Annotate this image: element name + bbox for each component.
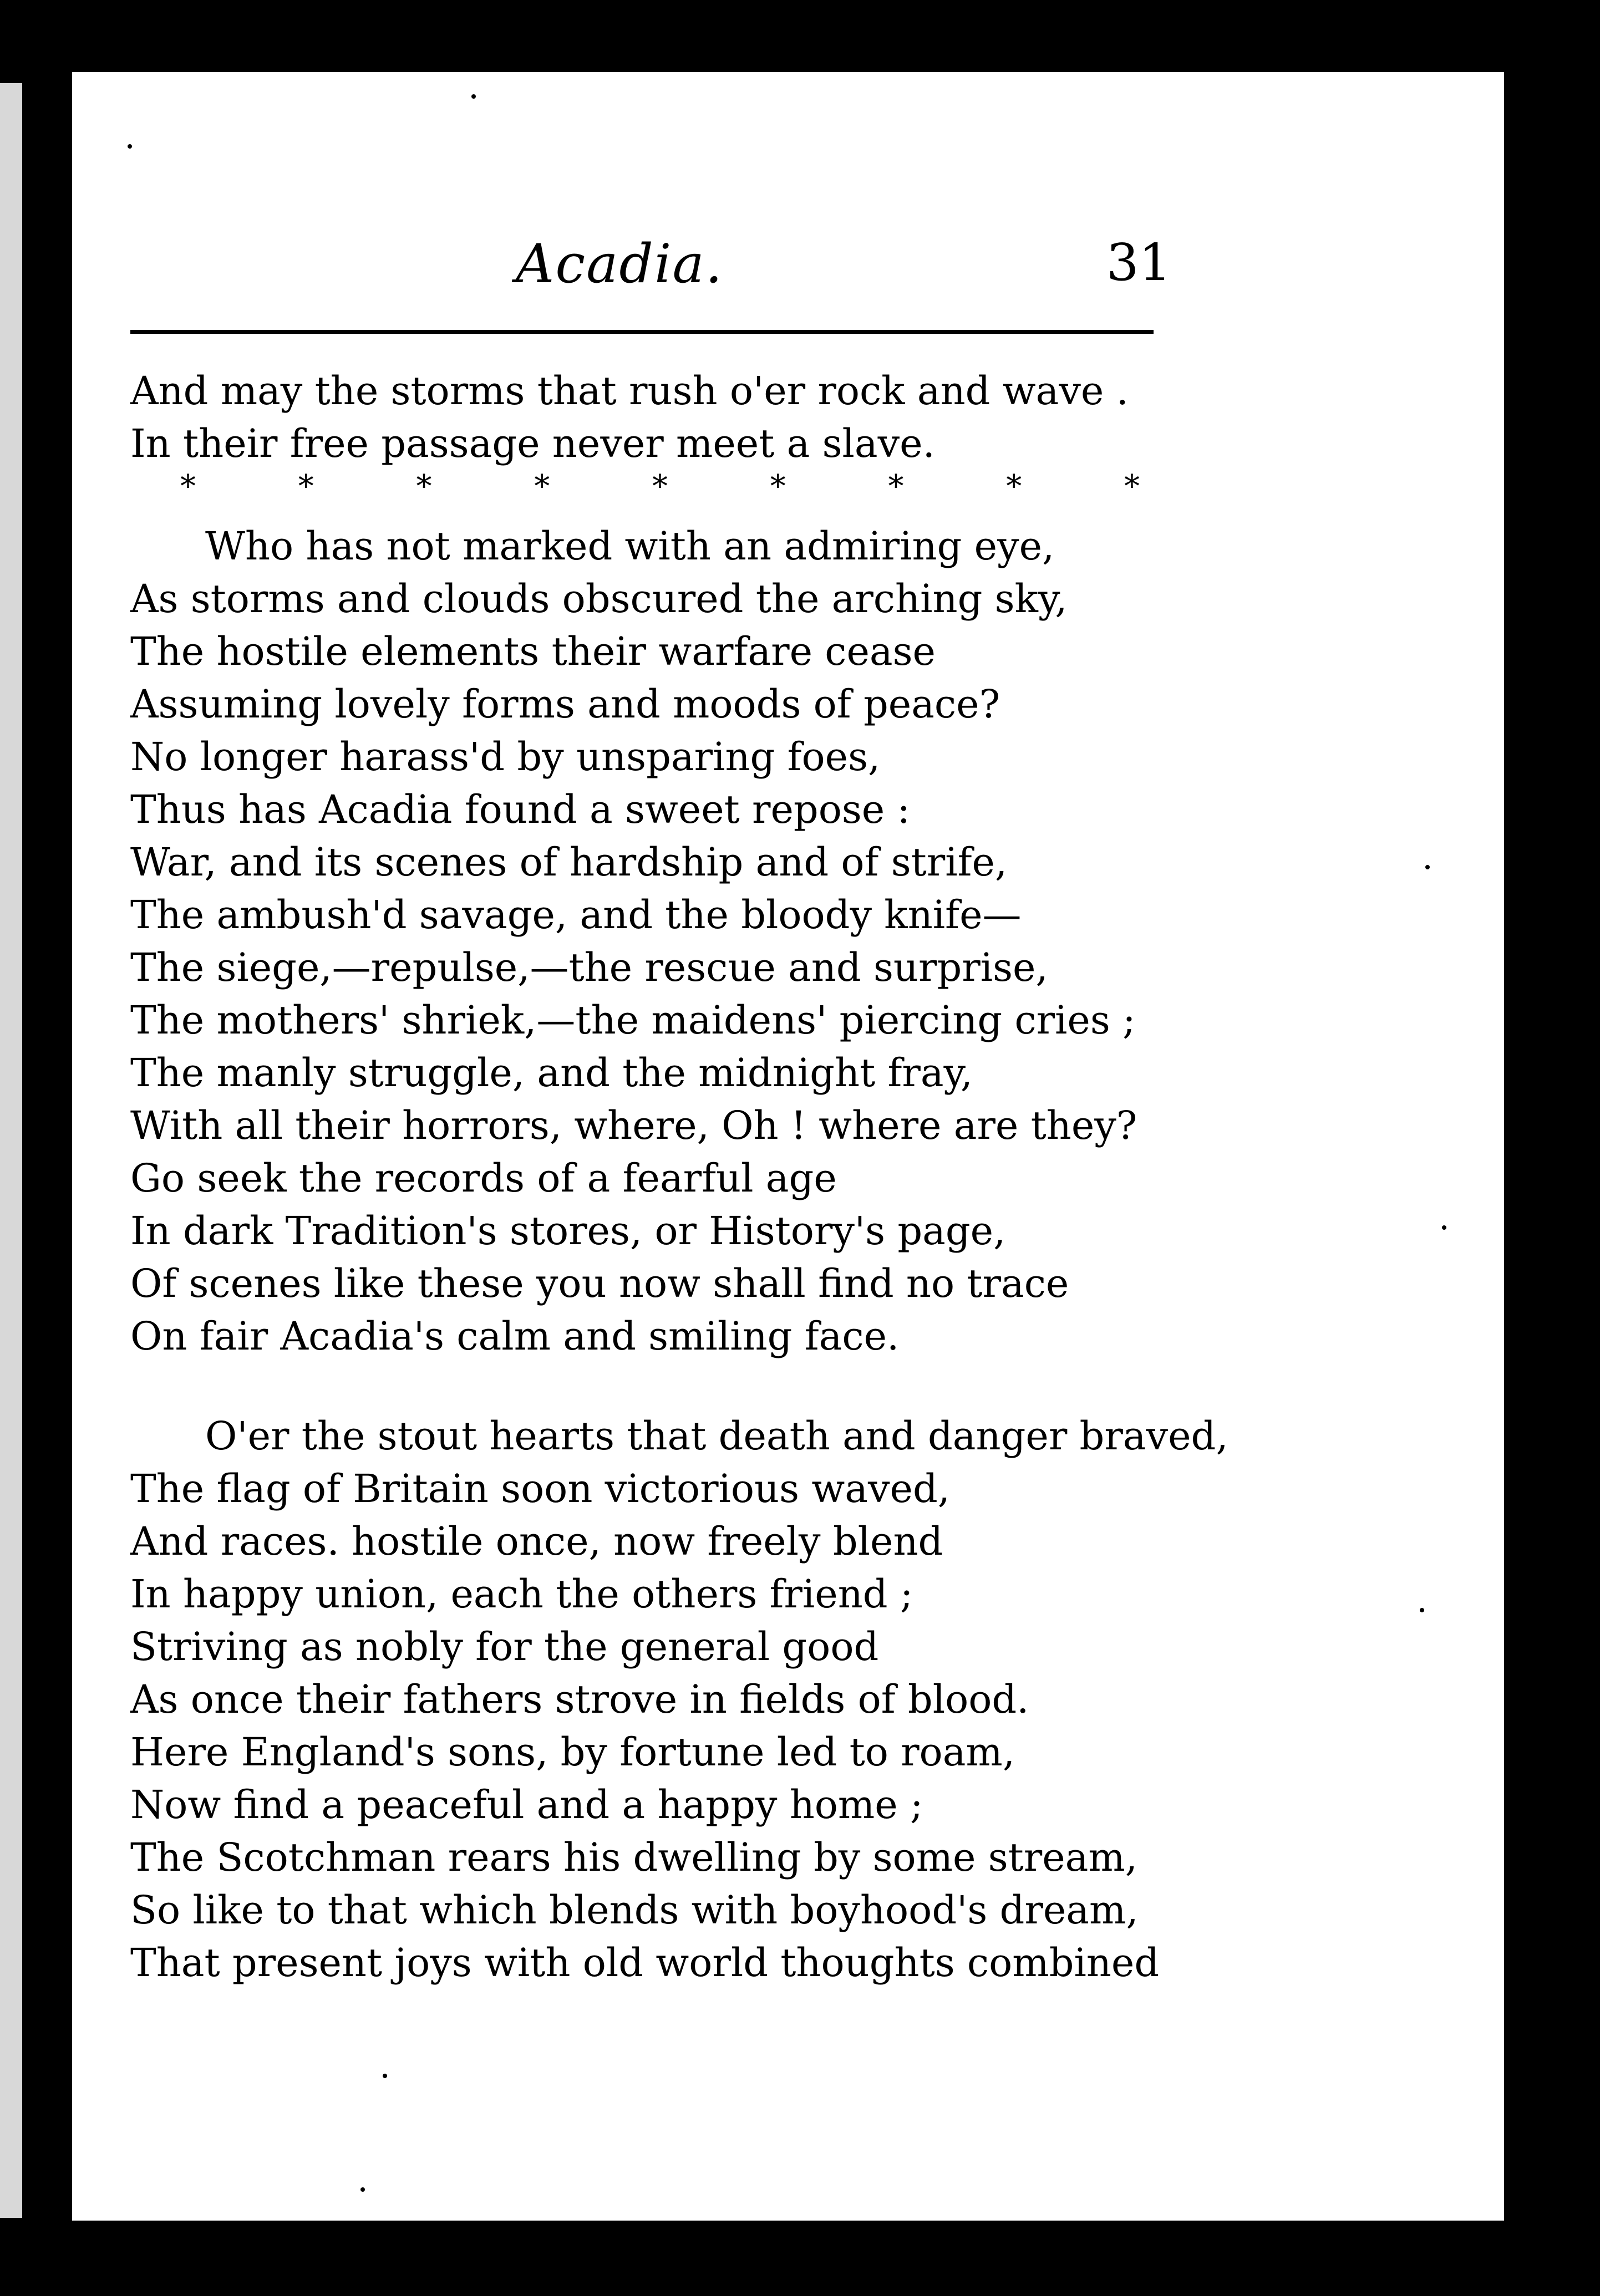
book-page — [72, 72, 1504, 2221]
verse-line: As once their fathers strove in fields of blood. — [130, 1677, 1029, 1722]
verse-line: The siege,—repulse,—the rescue and surprise, — [130, 945, 1048, 990]
verse-line: The flag of Britain soon victorious waved, — [130, 1466, 950, 1511]
verse-line: The ambush'd savage, and the bloody knife— — [130, 892, 1022, 938]
verse-line: And may the storms that rush o'er rock and wave . — [130, 368, 1129, 414]
verse-line: O'er the stout hearts that death and danger braved, — [205, 1413, 1228, 1459]
scan-speck — [360, 2187, 365, 2192]
scan-speck — [128, 144, 132, 149]
asterisk: * — [652, 469, 668, 505]
verse-line: The mothers' shriek,—the maidens' piercing cries ; — [130, 997, 1136, 1043]
verse-line: Assuming lovely forms and moods of peace? — [130, 681, 1000, 727]
scan-speck — [471, 94, 476, 99]
verse-line: On fair Acadia's calm and smiling face. — [130, 1314, 900, 1359]
asterisk-ornament — [180, 469, 1140, 505]
verse-line: Now find a peaceful and a happy home ; — [130, 1782, 923, 1827]
verse-line: Who has not marked with an admiring eye, — [205, 523, 1055, 569]
verse-line: And races. hostile once, now freely blend — [130, 1519, 943, 1564]
asterisk: * — [770, 469, 786, 505]
verse-line: So like to that which blends with boyhood's dream, — [130, 1887, 1139, 1933]
asterisk: * — [534, 469, 550, 505]
verse-line: Of scenes like these you now shall find no trace — [130, 1261, 1069, 1306]
scan-speck — [383, 2074, 387, 2078]
verse-line: That present joys with old world thoughts combined — [130, 1940, 1160, 1986]
asterisk: * — [298, 469, 314, 505]
header-rule — [130, 330, 1154, 334]
asterisk: * — [888, 469, 904, 505]
verse-line: As storms and clouds obscured the arching sky, — [130, 576, 1068, 622]
verse-line: The manly struggle, and the midnight fray, — [130, 1050, 973, 1096]
asterisk: * — [416, 469, 432, 505]
verse-line: No longer harass'd by unsparing foes, — [130, 734, 881, 780]
verse-line: The Scotchman rears his dwelling by some stream, — [130, 1835, 1138, 1880]
verse-line: Here England's sons, by fortune led to roam, — [130, 1729, 1015, 1775]
asterisk: * — [1124, 469, 1140, 505]
scan-speck — [1425, 865, 1430, 869]
scan-speck — [1442, 1225, 1446, 1230]
verse-line: In happy union, each the others friend ; — [130, 1571, 913, 1617]
verse-line: In their free passage never meet a slave. — [130, 421, 935, 466]
verse-line: War, and its scenes of hardship and of strife, — [130, 839, 1008, 885]
asterisk: * — [180, 469, 196, 505]
running-head: Acadia. — [516, 233, 724, 295]
asterisk: * — [1006, 469, 1022, 505]
verse-line: The hostile elements their warfare cease — [130, 629, 936, 674]
scan-speck — [1420, 1608, 1424, 1612]
verse-line: Striving as nobly for the general good — [130, 1624, 879, 1669]
binding-edge — [0, 83, 22, 2218]
page-number: 31 — [1106, 233, 1172, 292]
verse-line: In dark Tradition's stores, or History's page, — [130, 1208, 1006, 1254]
verse-line: With all their horrors, where, Oh ! where are they? — [130, 1103, 1137, 1148]
verse-line: Thus has Acadia found a sweet repose : — [130, 787, 911, 832]
verse-line: Go seek the records of a fearful age — [130, 1155, 837, 1201]
